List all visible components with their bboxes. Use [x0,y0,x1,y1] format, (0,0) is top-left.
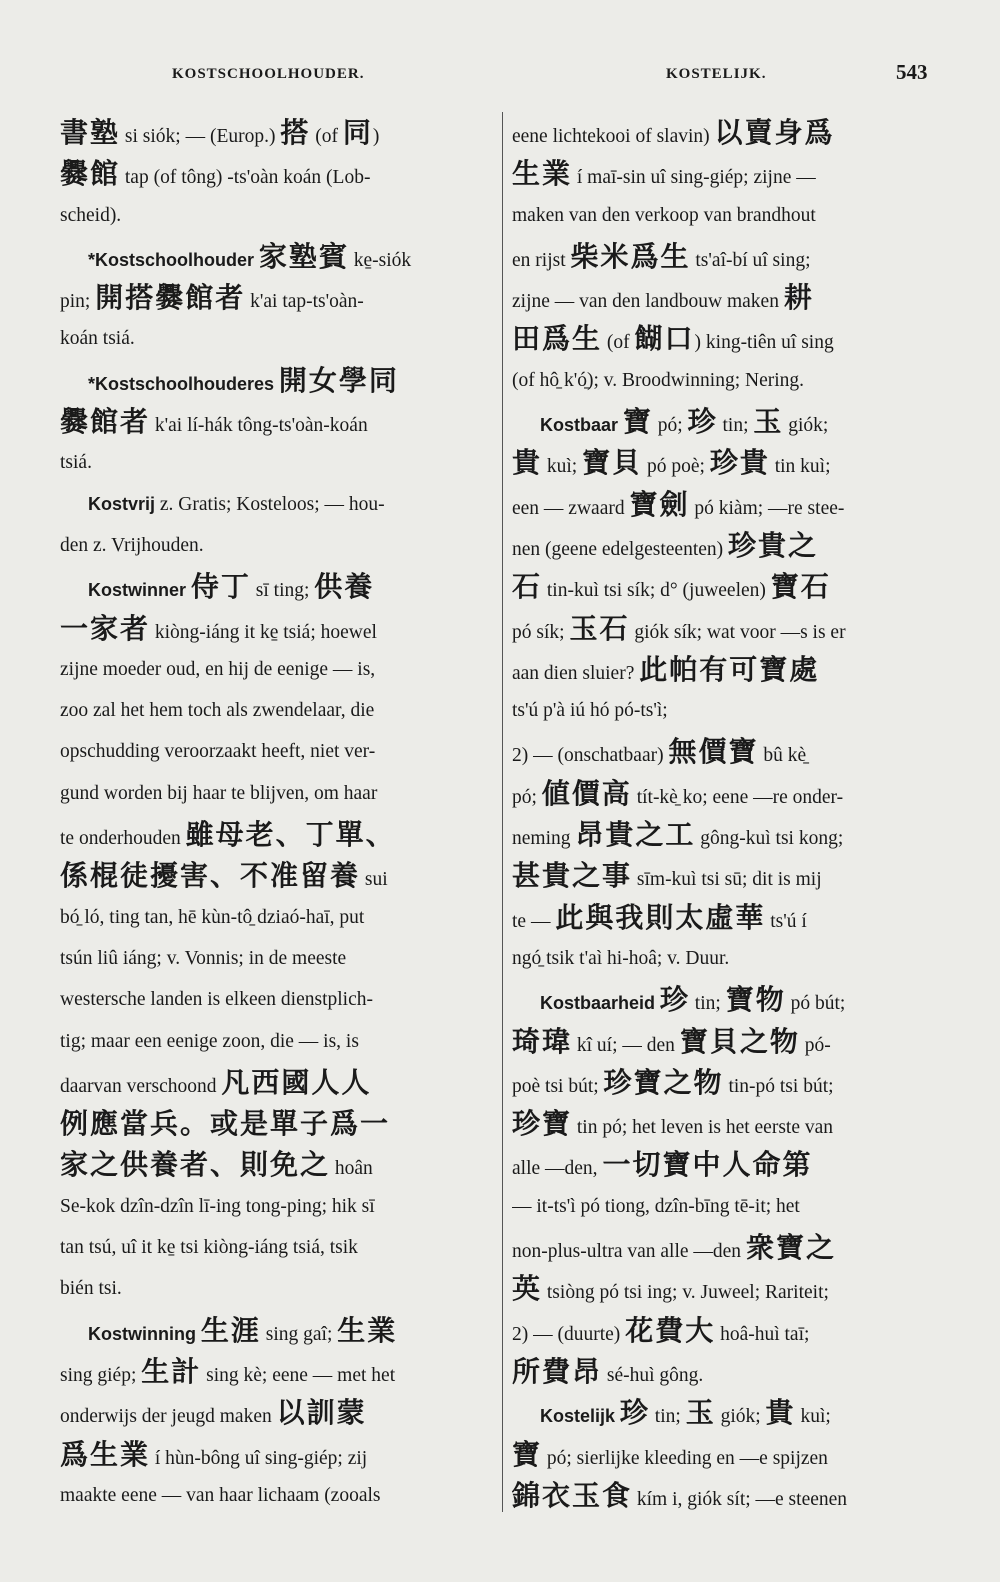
text-line: bó̱ ló, ting tan, hē kùn-tô̱ dziaó-haī, put [60,906,365,928]
text-line: poè tsi bút; 珍寶之物 tin-pó tsi bút; [512,1065,834,1099]
text-line: zijne — van den landbouw maken 耕 [512,281,814,315]
text-line: Se-kok dzîn-dzîn lī-ing tong-ping; hik sī [60,1195,375,1217]
text-line: pó sík; 玉石 giók sík; wat voor —s is er [512,611,846,645]
text-line: westersche landen is elkeen dienstplich- [60,989,373,1011]
text-line: 係棍徒擾害、不准留養 sui [60,859,388,893]
text-line: 書塾 si siók; — (Europ.) 搭 (of 同) [60,116,380,149]
text-line: 家之供養者、則免之 hoân [60,1148,373,1182]
text-line: 2) — (onschatbaar) 無價寶 bû kè̱ [512,735,807,769]
text-line: scheid). [60,204,122,226]
text-line: en rijst 柴米爲生 ts'aî-bí uî sing; [512,239,811,273]
column-divider [502,112,503,1512]
text-line: alle —den, 一切寶中人命第 [512,1148,813,1182]
text-line: pó; 値價高 tít-kè̱ ko; eene —re onder- [512,776,844,810]
text-line: 例應當兵。或是單子爲一 [60,1107,391,1141]
text-line: 錦衣玉食 kím i, giók sít; —e steenen [512,1478,848,1512]
text-line: non-plus-ultra van alle —den 衆寶之 [512,1231,836,1265]
text-line: 田爲生 (of 餬口) king-tiên uî sing [512,322,834,356]
text-line: sing giép; 生計 sing kè; eene — met het [60,1354,396,1388]
text-line: 英 tsiòng pó tsi ing; v. Juweel; Rariteit; [512,1272,829,1306]
text-line: nen (geene edelgesteenten) 珍貴之 [512,528,819,562]
text-line: onderwijs der jeugd maken 以訓蒙 [60,1396,367,1430]
text-line: 爨館 tap (of tông) -ts'oàn koán (Lob- [60,157,371,191]
text-line: tsún liû iáng; v. Vonnis; in de meeste [60,947,347,969]
text-line: ts'ú p'à iú hó pó-ts'ì; [512,700,668,722]
text-line: *Kostschoolhouderes 開女學同 [88,363,399,397]
text-line: zijne moeder oud, en hij de eenige — is, [60,658,376,680]
text-line: 寶 pó; sierlijke kleeding en —e spijzen [512,1437,828,1471]
text-line: *Kostschoolhouder 家塾賓 ke̱-siók [88,239,412,273]
text-line: Kostelijk 珍 tin; 玉 giók; 貴 kuì; [540,1396,831,1430]
header-left-guideword: KOSTSCHOOLHOUDER. [172,66,365,82]
text-line: daarvan verschoond 凡西國人人 [60,1065,372,1099]
text-line: 爨館者 k'ai lí-hák tông-ts'oàn-koán [60,405,368,439]
header-right-guideword: KOSTELIJK. [666,66,767,82]
text-line: 爲生業 í hùn-bông uî sing-giép; zij [60,1437,368,1471]
text-line: 琦瑋 kî uí; — den 寶貝之物 pó- [512,1024,831,1058]
text-line: (of hô̱ k'ó̱); v. Broodwinning; Nering. [512,369,805,391]
page-number: 543 [896,60,928,84]
text-line: Kostbaar 寶 pó; 珍 tin; 玉 giók; [540,405,829,439]
text-line: zoo zal het hem toch als zwendelaar, die [60,700,375,722]
text-line: eene lichtekooi of slavin) 以賣身爲 [512,116,835,149]
text-line: koán tsiá. [60,328,135,350]
text-line: Kostbaarheid 珍 tin; 寶物 pó bút; [540,983,846,1017]
text-line: — it-ts'ì pó tiong, dzîn-bīng tē-it; het [512,1195,800,1217]
text-line: tan tsú, uî it ke̱ tsi kiòng-iáng tsiá, tsik [60,1237,358,1259]
text-line: neming 昂貴之工 gông-kuì tsi kong; [512,818,844,852]
text-line: pin; 開搭爨館者 k'ai tap-ts'oàn- [60,281,364,315]
text-line: den z. Vrijhouden. [60,534,204,556]
text-line: 生業 í maī-sin uî sing-giép; zijne — [512,157,816,191]
right-column [512,112,944,1516]
text-line: ngó̱ tsik t'aì hi-hoâ; v. Duur. [512,947,730,969]
text-line: 貴 kuì; 寶貝 pó poè; 珍貴 tin kuì; [512,446,831,480]
text-line: 一家者 kiòng-iáng it ke̱ tsiá; hoewel [60,611,377,645]
text-line: Kostwinner 侍丁 sī ting; 供養 [88,570,375,604]
text-line: 石 tin-kuì tsi sík; d° (juweelen) 寶石 [512,570,831,604]
text-line: maakte eene — van haar lichaam (zooals [60,1484,381,1506]
text-line: 珍寶 tin pó; het leven is het eerste van [512,1107,834,1141]
text-line: een — zwaard 寶劍 pó kiàm; —re stee- [512,487,845,521]
text-line: Kostvrij z. Gratis; Kosteloos; — hou- [88,493,385,515]
text-line: 甚貴之事 sīm-kuì tsi sū; dit is mij [512,859,822,893]
text-line: 所費昂 sé-huì gông. [512,1354,704,1388]
text-line: tig; maar een eenige zoon, die — is, is [60,1030,359,1052]
text-line: te — 此與我則太虛華 ts'ú í [512,900,807,934]
text-line: aan dien sluier? 此帕有可寶處 [512,652,820,686]
running-header [0,60,1000,90]
text-line: te onderhouden 雖母老、丁單、 [60,818,396,852]
left-column [60,112,492,1516]
text-line: gund worden bij haar te blijven, om haar [60,782,378,804]
text-line: 2) — (duurte) 花費大 hoâ-huì taī; [512,1313,810,1347]
text-line: Kostwinning 生涯 sing gaî; 生業 [88,1313,398,1347]
text-line: opschudding veroorzaakt heeft, niet ver- [60,741,376,763]
text-line: tsiá. [60,452,92,474]
text-line: maken van den verkoop van brandhout [512,204,816,226]
text-line: bién tsi. [60,1278,122,1300]
